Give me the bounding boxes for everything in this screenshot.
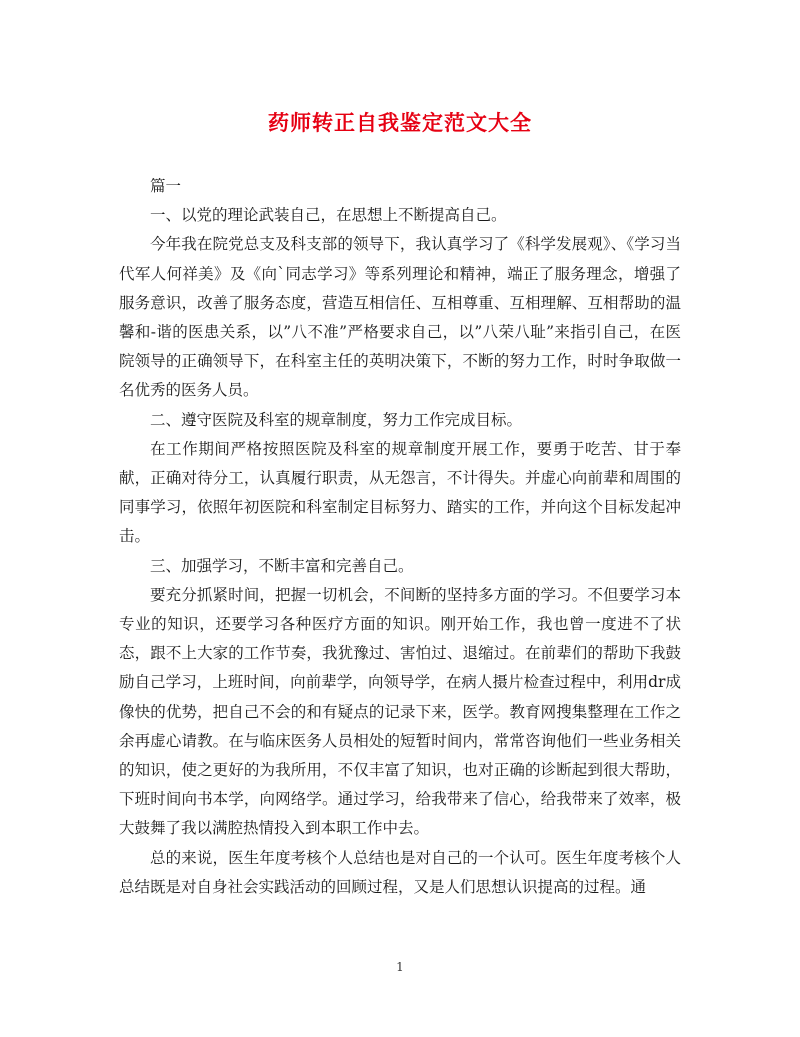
page-number: 1 bbox=[396, 960, 404, 974]
document-title: 药师转正自我鉴定范文大全 bbox=[268, 110, 532, 135]
section-heading-part-one: 篇一 bbox=[150, 177, 182, 195]
body-paragraph: 在工作期间严格按照医院及科室的规章制度开展工作，要勇于吃苦、甘于奉献，正确对待分工，认真履行职责，从无怨言，不计得失。并虚心向前辈和周围的同事学习，依照年初医院和科室制定目标努力、踏实的工作，并向这个目标发起冲击。 bbox=[119, 439, 681, 546]
document-body bbox=[119, 172, 681, 902]
body-paragraph: 今年我在院党总支及科支部的领导下，我认真学习了《科学发展观》、《学习当代军人何祥美》及《向`同志学习》等系列理论和精神，端正了服务理念，增强了服务意识，改善了服务态度，营造互相信任、互相尊重、互相理解、互相帮助的温馨和-谐的医患关系，以”八不准”严格要求自己，以”八荣八耻”来指引自己，在医院领导的正确领导下，在科室主任的英明决策下，不断的努力工作，时时争取做一名优秀的医务人员。 bbox=[119, 235, 681, 400]
section-heading-3: 三、加强学习，不断丰富和完善自己。 bbox=[150, 556, 414, 575]
body-paragraph: 要充分抓紧时间，把握一切机会，不间断的坚持多方面的学习。不但要学习本专业的知识，还要学习各种医疗方面的知识。刚开始工作，我也曾一度进不了状态，跟不上大家的工作节奏，我犹豫过、害怕过、退缩过。在前辈们的帮助下我鼓励自己学习，上班时间，向前辈学，向领导学，在病人摄片检查过程中，利用dr成像快的优势，把自己不会的和有疑点的记录下来，医学。教育网搜集整理在工作之余再虚心请教。在与临床医务人员相处的短暂时间内，常常咨询他们一些业务相关的知识，使之更好的为我所用，不仅丰富了知识，也对正确的诊断起到很大帮助，下班时间向书本学，向网络学。通过学习，给我带来了信心，给我带来了效率，极大鼓舞了我以满腔热情投入到本职工作中去。 bbox=[119, 585, 681, 838]
section-heading-1: 一、以党的理论武装自己，在思想上不断提高自己。 bbox=[150, 206, 507, 225]
section-heading-2: 二、遵守医院及科室的规章制度，努力工作完成目标。 bbox=[150, 410, 523, 429]
body-paragraph: 总的来说，医生年度考核个人总结也是对自己的一个认可。医生年度考核个人总结既是对自身社会实践活动的回顾过程，又是人们思想认识提高的过程。通 bbox=[119, 848, 681, 896]
